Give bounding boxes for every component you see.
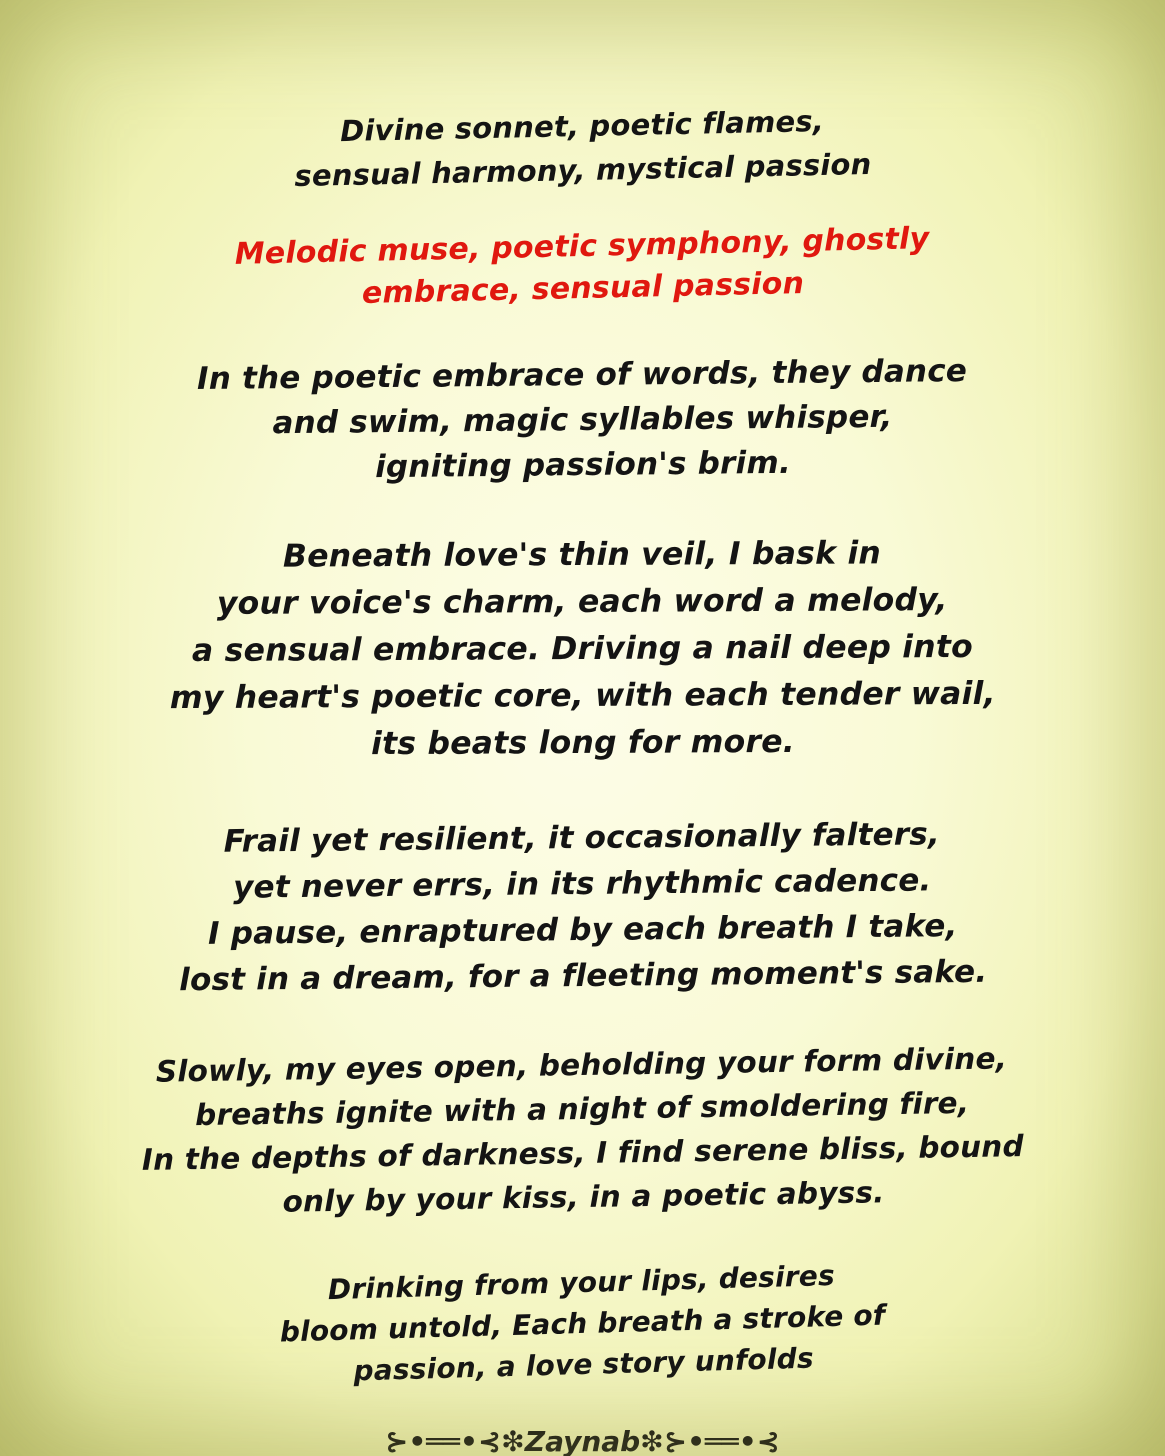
poem-line: igniting passion's brim.: [374, 444, 792, 486]
poem-line: lost in a dream, for a fleeting moment's sake.: [178, 953, 988, 999]
poem-line: Divine sonnet, poetic flames,: [339, 103, 825, 149]
poem-line: Slowly, my eyes open, beholding your form divine,: [155, 1041, 1008, 1089]
stanza-6: [0, 1034, 1165, 1228]
poem-line: embrace, sensual passion: [361, 265, 805, 312]
poem-line: sensual harmony, mystical passion: [294, 146, 872, 194]
poem-line: In the poetic embrace of words, they dance: [196, 352, 968, 398]
stanza-7: [0, 1246, 1165, 1401]
poem-line: In the depths of darkness, I find serene bliss, bound: [141, 1129, 1025, 1177]
poem-line: Melodic muse, poetic symphony, ghostly: [234, 221, 930, 272]
poem-line: breaths ignite with a night of smoldering fire,: [194, 1085, 970, 1133]
stanza-5: [0, 809, 1165, 1005]
poem-line: yet never errs, in its rhythmic cadence.: [232, 862, 932, 906]
poem-line: its beats long for more.: [370, 723, 796, 763]
poem-line: Frail yet resilient, it occasionally falters,: [223, 816, 941, 860]
poem-line: only by your kiss, in a poetic abyss.: [282, 1175, 885, 1219]
poem-line: passion, a love story unfolds: [353, 1341, 815, 1388]
stanza-2-highlighted: [0, 213, 1165, 323]
author-signature: ⊱•══•⊰❇Zaynab❇⊱•══•⊰: [384, 1425, 781, 1456]
stanza-4: [0, 529, 1165, 770]
stanza-1: [0, 92, 1165, 204]
poem-line: my heart's poetic core, with each tender wail,: [169, 675, 996, 717]
poem-line: a sensual embrace. Driving a nail deep into: [191, 628, 974, 670]
stanza-3: [0, 347, 1165, 494]
poem-line: I pause, enraptured by each breath I take,: [207, 908, 958, 952]
poem-line: your voice's charm, each word a melody,: [216, 582, 948, 622]
poem-line: bloom untold, Each breath a stroke of: [279, 1298, 886, 1349]
poem-line: Beneath love's thin veil, I bask in: [282, 535, 882, 575]
poem-line: and swim, magic syllables whisper,: [272, 398, 893, 442]
poem-line: Drinking from your lips, desires: [327, 1258, 836, 1307]
